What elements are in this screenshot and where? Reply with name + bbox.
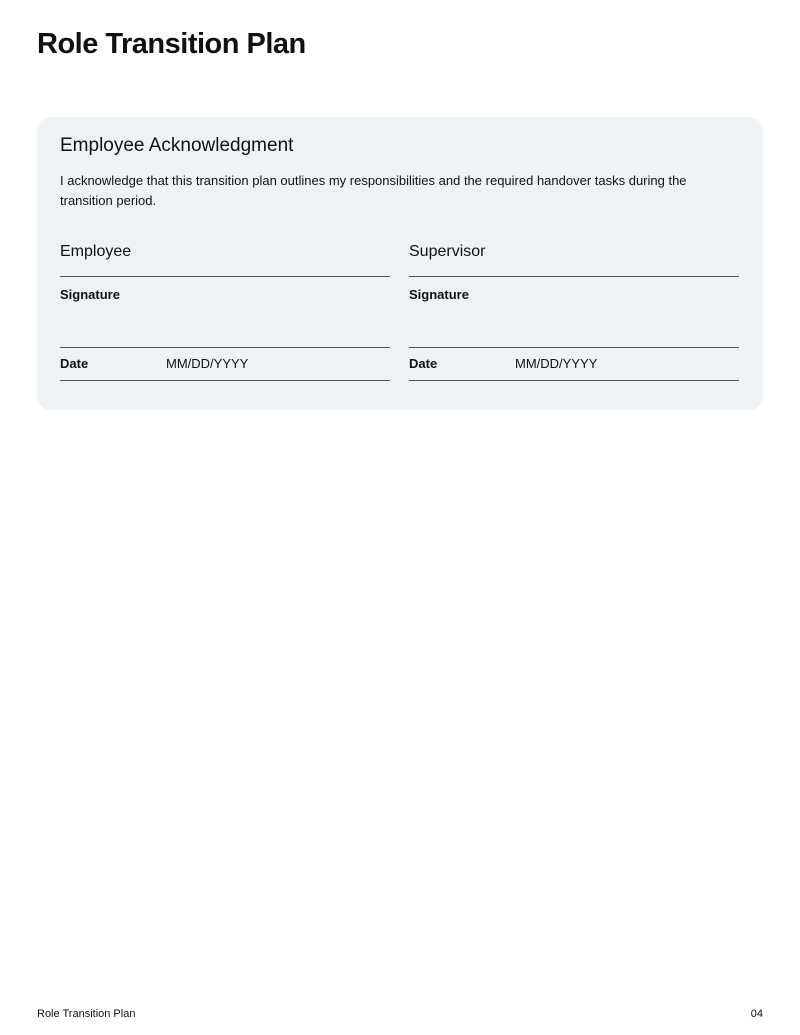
date-label: Date — [409, 356, 438, 371]
signature-label: Signature — [409, 287, 469, 302]
page-title: Role Transition Plan — [37, 28, 306, 60]
party-name: Employee — [60, 243, 132, 260]
divider — [60, 380, 390, 381]
divider — [409, 380, 739, 381]
card-title: Employee Acknowledgment — [60, 135, 294, 156]
signature-label: Signature — [60, 287, 120, 302]
acknowledgment-card — [37, 117, 763, 410]
card-description: I acknowledge that this transition plan outlines my responsibilities and the required handover tasks during the transition period. — [60, 173, 687, 208]
supervisor-block — [409, 243, 739, 381]
page-number: 04 — [750, 1008, 763, 1020]
footer-title: Role Transition Plan — [37, 1008, 136, 1020]
date-placeholder: MM/DD/YYYY — [515, 356, 598, 371]
date-placeholder: MM/DD/YYYY — [166, 356, 249, 371]
date-field[interactable] — [60, 347, 390, 380]
date-field[interactable] — [409, 347, 739, 380]
party-name: Supervisor — [409, 243, 486, 260]
signature-field[interactable] — [409, 276, 739, 347]
employee-block — [60, 243, 390, 381]
date-label: Date — [60, 356, 89, 371]
signature-field[interactable] — [60, 276, 390, 347]
